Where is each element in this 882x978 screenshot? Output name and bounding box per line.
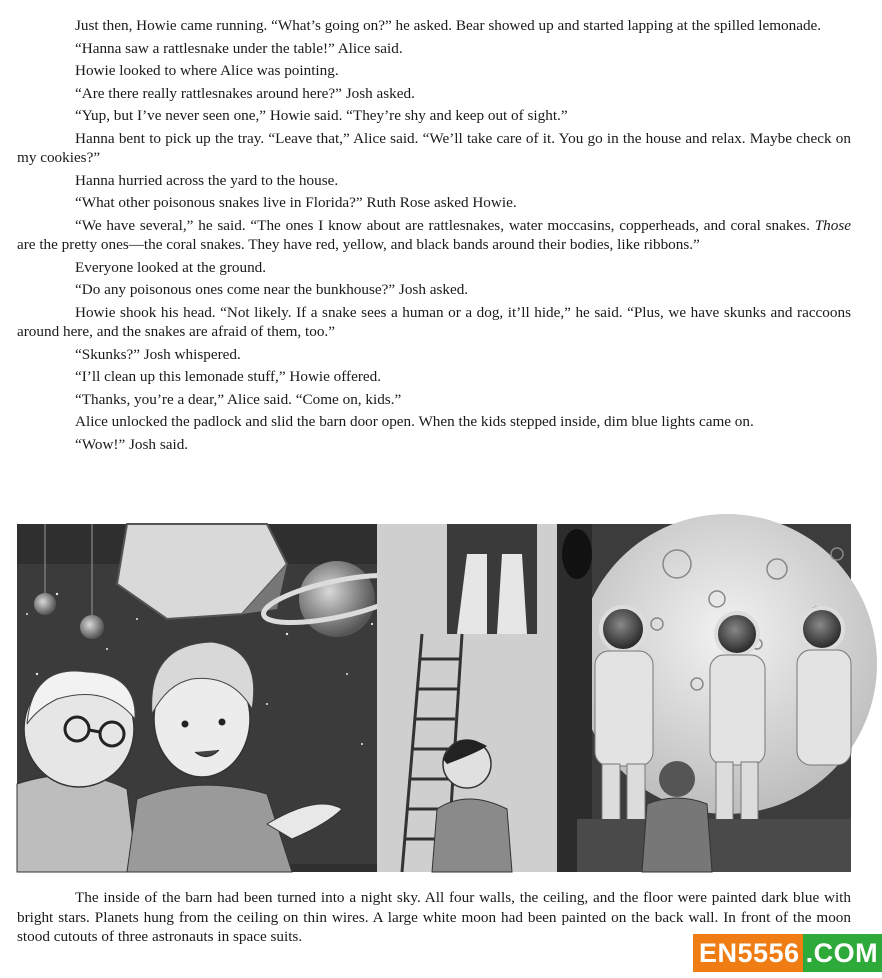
paragraph: “Are there really rattlesnakes around here?” Josh asked. [75, 84, 415, 102]
watermark-part1: EN5556 [693, 934, 803, 972]
paragraph: Hanna bent to pick up the tray. “Leave that,” Alice said. “We’ll take care of it. You go in the house and relax. Maybe check on my cookies?” [17, 129, 851, 166]
paragraph: Howie looked to where Alice was pointing. [75, 62, 339, 79]
stage [577, 819, 851, 872]
paragraph: The inside of the barn had been turned into a night sky. All four walls, the ceiling, and the floor were painted dark blue with bright stars. Planets hung from the ceiling on thin wires. A large white moon had been painted on the back wall. In front of the moon stood cutouts of three astronauts in space suits. [17, 889, 851, 945]
snakes-text-after: are the pretty ones—the coral snakes. They have red, yellow, and black bands around their bodies, like ribbons.” [17, 236, 700, 253]
paragraph: Everyone looked at the ground. [75, 258, 267, 276]
paragraph: Alice unlocked the padlock and slid the barn door open. When the kids stepped inside, dim blue lights came on. [75, 413, 754, 430]
snakes-paragraph [17, 216, 851, 255]
paragraph: Howie shook his head. “Not likely. If a snake sees a human or a dog, it’ll hide,” he said. “Plus, we have skunks and raccoons around here, and the snakes are afraid of them, too.” [17, 303, 851, 340]
snakes-text-before: “We have several,” he said. “The ones I know about are rattlesnakes, water moccasins, copperheads, and coral snakes. [75, 216, 815, 234]
paragraph: “Do any poisonous ones come near the bunkhouse?” Josh asked. [75, 281, 469, 298]
paragraph: “Hanna saw a rattlesnake under the table!” Alice said. [75, 39, 403, 57]
story-text-top [17, 16, 851, 457]
paragraph: Hanna hurried across the yard to the house. [75, 171, 339, 189]
watermark-part2: .COM [803, 934, 882, 972]
paragraph: “Wow!” Josh said. [75, 435, 189, 453]
barn-space-illustration [17, 524, 851, 872]
paragraph: “Thanks, you’re a dear,” Alice said. “Come on, kids.” [75, 390, 402, 408]
site-watermark [693, 934, 879, 972]
paragraph: Just then, Howie came running. “What’s going on?” he asked. Bear showed up and started lapping at the spilled lemonade. [75, 17, 822, 34]
paragraph: “Yup, but I’ve never seen one,” Howie said. “They’re shy and keep out of sight.” [75, 107, 568, 124]
paragraph: “What other poisonous snakes live in Florida?” Ruth Rose asked Howie. [75, 194, 517, 211]
snakes-text-emphasis: Those [814, 216, 851, 234]
paragraph: “I’ll clean up this lemonade stuff,” Howie offered. [75, 368, 382, 385]
paragraph: “Skunks?” Josh whispered. [75, 345, 241, 363]
